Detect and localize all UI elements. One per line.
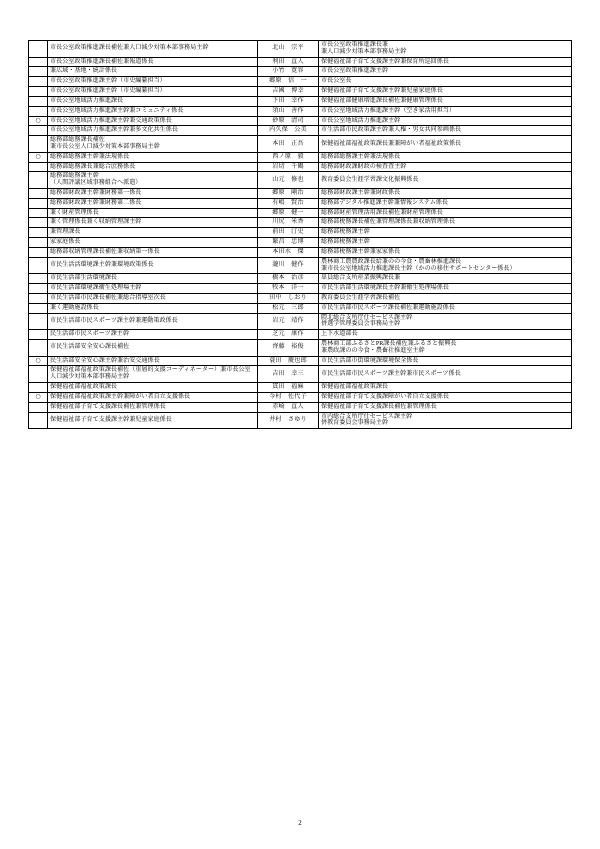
new-position-cell [319, 116, 572, 126]
row-marker [29, 57, 48, 67]
person-name-cell: 山元 修也 [258, 172, 319, 189]
person-name-cell: 北山 宗平 [258, 41, 319, 58]
text-line: 兼く管理係長兼く収納管理課主幹 [50, 219, 142, 226]
text-line: 市長公室地域活力推進課主幹兼交通政策係長 [50, 117, 172, 124]
row-marker [29, 172, 48, 189]
table-row [29, 41, 572, 58]
current-position-cell [48, 247, 258, 257]
text-line: 兼く運動施設係長 [50, 304, 99, 311]
current-position-cell [48, 96, 258, 106]
new-position-cell [319, 402, 572, 412]
current-position-cell [48, 383, 258, 393]
text-line: 市長公室政策推進課主幹（市史編纂担当） [50, 88, 166, 95]
text-line: 総務部財産管理活用課長補佐兼財産管理係長 [321, 209, 443, 216]
text-line: 兼人口減少対策本部事務局主幹 [321, 48, 407, 55]
text-line: 総務部総務課主幹兼法規係長 [50, 153, 130, 160]
table-row [29, 189, 572, 199]
current-position-cell [48, 228, 258, 238]
table-row [29, 383, 572, 393]
person-name-cell: 須山 善作 [258, 106, 319, 116]
new-position-cell [319, 274, 572, 284]
current-position-cell [48, 116, 258, 126]
text-line: 総務部総務課長兼総合庶務係長 [50, 163, 136, 170]
table-row [29, 116, 572, 126]
text-line: 市民生活部安全安心課長補佐 [50, 344, 130, 351]
table-row [29, 356, 572, 366]
page-number: 2 [298, 819, 302, 827]
person-name-cell: 西ノ原 毅 [258, 152, 319, 162]
person-name-cell: 岩切 千鶴 [258, 162, 319, 172]
table-row [29, 340, 572, 357]
text-line: 市民生活部環境課衛生処理場主幹 [50, 285, 142, 292]
table-row [29, 366, 572, 383]
new-position-cell [319, 136, 572, 153]
text-line: 市民生活部市民スポーツ課主幹兼市民スポーツ係長 [321, 370, 461, 377]
text-line: （人関評議区域事務組合へ派遣） [50, 180, 142, 187]
current-position-cell [48, 77, 258, 87]
table-row [29, 402, 572, 412]
table-row [29, 247, 572, 257]
row-marker [29, 126, 48, 136]
person-name-cell: 郷原 剛治 [258, 189, 319, 199]
row-marker [29, 208, 48, 218]
table-row [29, 274, 572, 284]
current-position-cell [48, 366, 258, 383]
new-position-cell [319, 412, 572, 429]
current-position-cell [48, 330, 258, 340]
table-row [29, 293, 572, 303]
text-line: 保健福祉部福祉政策課長補佐（重層的支援コーディネーター）兼市長公室人口減少対策本部事務局主幹 [50, 367, 251, 381]
person-name-cell: 郷原 信 一 [258, 77, 319, 87]
text-line: 総務部財政課主幹兼財政係長 [321, 190, 401, 196]
text-line: 総務部総務課主幹兼法規係長 [321, 153, 401, 160]
table-row [29, 152, 572, 162]
new-position-cell [319, 340, 572, 357]
current-position-cell [48, 162, 258, 172]
new-position-cell [319, 247, 572, 257]
text-line: 保健福祉部福祉政策課長兼兼障がい者福祉政策係長 [321, 140, 462, 147]
person-name-cell: 砂原 清司 [258, 116, 319, 126]
person-name-cell: 繁昌 忠博 [258, 238, 319, 248]
row-marker [29, 238, 48, 248]
text-line: 保健福祉部子育て支援課主幹兼児童家庭係長 [50, 416, 172, 423]
new-position-cell [319, 228, 572, 238]
row-marker [29, 257, 48, 274]
row-marker [29, 77, 48, 87]
current-position-cell [48, 136, 258, 153]
new-position-cell [319, 208, 572, 218]
new-position-cell [319, 126, 572, 136]
current-position-cell [48, 67, 258, 77]
new-position-cell [319, 106, 572, 116]
text-line: 兼広域・基地・統計係長 [50, 68, 118, 75]
row-marker [29, 136, 48, 153]
table-row [29, 172, 572, 189]
new-position-cell [319, 383, 572, 393]
row-marker: ○ [29, 392, 48, 402]
table-row [29, 257, 572, 274]
new-position-cell [319, 87, 572, 97]
person-name-cell: 吉國 博幸 [258, 87, 319, 97]
table-row [29, 136, 572, 153]
row-marker: ○ [29, 356, 48, 366]
text-line: 市長公室政策推進課主幹 [321, 68, 389, 75]
text-line: 総務部税務課主幹兼家家係長 [321, 248, 401, 255]
new-position-cell [319, 198, 572, 208]
current-position-cell [48, 126, 258, 136]
current-position-cell [48, 198, 258, 208]
current-position-cell [48, 41, 258, 58]
table-row [29, 87, 572, 97]
text-line: 保健福祉部子育て支援課主幹兼保育所巡回係長 [321, 58, 449, 65]
table-row [29, 313, 572, 330]
text-line: 保健福祉部健康増進課長補佐兼健康管理係長 [321, 97, 443, 104]
current-position-cell [48, 293, 258, 303]
table-body [29, 41, 572, 429]
text-line: 市長公室地域活力推進課主幹兼多文化共生係長 [50, 127, 178, 134]
text-line: 兼市長公室人口減少対策本部事務局主幹 [50, 143, 160, 150]
text-line: 教育委員会生涯学習課文化振興係長 [321, 176, 419, 183]
text-line: 保健福祉部子育て支援課障がい者自立支援係長 [321, 393, 449, 400]
current-position-cell [48, 356, 258, 366]
current-position-cell [48, 392, 258, 402]
person-name-cell: 小竹 寛容 [258, 67, 319, 77]
row-marker [29, 67, 48, 77]
person-name-cell: 赤崎 直人 [258, 402, 319, 412]
current-position-cell [48, 87, 258, 97]
new-position-cell [319, 303, 572, 313]
row-marker [29, 41, 48, 58]
table-row [29, 238, 572, 248]
table-row [29, 57, 572, 67]
table-row [29, 77, 572, 87]
table-row [29, 162, 572, 172]
table-row [29, 198, 572, 208]
person-name-cell: 牧本 洋一 [258, 284, 319, 294]
person-name-cell: 井村 さゆり [258, 412, 319, 429]
table-row [29, 106, 572, 116]
text-line: 総務部財政課主幹兼財務第一係長 [50, 190, 142, 196]
text-line: 市民生活部市民課長補佐兼総合指導室次長 [50, 294, 166, 301]
text-line: 兼農政課のの今食・農畜社推進室主幹 [321, 347, 425, 354]
person-name-cell: 松元 三郎 [258, 303, 319, 313]
row-marker [29, 313, 48, 330]
text-line: 市長公室政策推進課主幹（市史編纂担当） [50, 78, 166, 85]
table-row [29, 96, 572, 106]
current-position-cell [48, 257, 258, 274]
table-row [29, 126, 572, 136]
table-row [29, 67, 572, 77]
table-row [29, 392, 572, 402]
text-line: 兼管理課長 [50, 229, 81, 236]
person-name-cell: 利田 直人 [258, 57, 319, 67]
new-position-cell [319, 238, 572, 248]
table-row [29, 218, 572, 228]
new-position-cell [319, 218, 572, 228]
current-position-cell [48, 218, 258, 228]
text-line: 総務部税務課主幹 [321, 229, 370, 236]
row-marker [29, 106, 48, 116]
row-marker [29, 284, 48, 294]
table-row [29, 284, 572, 294]
table-row [29, 330, 572, 340]
current-position-cell [48, 313, 258, 330]
text-line: 市長公室長 [321, 78, 352, 85]
text-line: 保健福祉部福祉政策課長 [50, 384, 118, 391]
new-position-cell [319, 162, 572, 172]
new-position-cell [319, 293, 572, 303]
text-line: 市長公室地域活力推進課長 [50, 97, 124, 104]
text-line: 総務部財政課財政の検査査主幹 [321, 163, 407, 170]
person-name-cell: 本田 正吾 [258, 136, 319, 153]
person-name-cell: 齊藤 裕俊 [258, 340, 319, 357]
person-name-cell: 前田 汀史 [258, 228, 319, 238]
person-name-cell: 瀧川 健作 [258, 257, 319, 274]
row-marker [29, 189, 48, 199]
new-position-cell [319, 189, 572, 199]
text-line: 保健福祉部子育て支援課主幹兼児童家庭係長 [321, 88, 443, 95]
person-name-cell: 内久保 公美 [258, 126, 319, 136]
text-line: 保健福祉部子育て支援課長補佐兼管理係長 [50, 403, 166, 410]
new-position-cell [319, 257, 572, 274]
new-position-cell [319, 392, 572, 402]
text-line: 総務部税務課主幹 [321, 239, 370, 246]
text-line: 単員総合支所産業振興課長兼 [321, 275, 401, 282]
current-position-cell [48, 189, 258, 199]
row-marker [29, 162, 48, 172]
text-line: 総務部総務課長補佐 [50, 137, 105, 144]
text-line: 兼く財産管理係長 [50, 209, 99, 216]
current-position-cell [48, 412, 258, 429]
current-position-cell [48, 274, 258, 284]
row-marker [29, 228, 48, 238]
row-marker [29, 330, 48, 340]
text-line: 市民生活部市民スポーツ課長補佐兼運動施設係長 [321, 304, 455, 311]
text-line: 家家庭係長 [50, 239, 81, 246]
person-name-cell: 今村 佐代子 [258, 392, 319, 402]
new-position-cell [319, 172, 572, 189]
new-position-cell [319, 57, 572, 67]
text-line: 保健福祉部福祉政策課長 [321, 384, 389, 391]
table-row [29, 228, 572, 238]
current-position-cell [48, 152, 258, 162]
table-row [29, 303, 572, 313]
person-name-cell: 川尻 米香 [258, 218, 319, 228]
row-marker [29, 303, 48, 313]
row-marker: ○ [29, 116, 48, 126]
person-name-cell: 有嶋 賢治 [258, 198, 319, 208]
row-marker [29, 412, 48, 429]
text-line: 市長公室地域活力推進課主幹 [321, 117, 401, 124]
current-position-cell [48, 238, 258, 248]
person-name-cell: 下田 幸作 [258, 96, 319, 106]
row-marker [29, 198, 48, 208]
current-position-cell [48, 402, 258, 412]
personnel-roster-table [28, 40, 572, 429]
text-line: 総務部税務課長補佐兼管理課係長兼収納管理係長 [321, 219, 456, 226]
new-position-cell [319, 284, 572, 294]
new-position-cell [319, 77, 572, 87]
row-marker [29, 366, 48, 383]
text-line: 総務部収納管理課長補佐兼収納第一係長 [50, 248, 160, 255]
row-marker [29, 402, 48, 412]
row-marker [29, 293, 48, 303]
person-name-cell: 吉田 幸三 [258, 366, 319, 383]
row-marker [29, 340, 48, 357]
new-position-cell [319, 152, 572, 162]
text-line: 市民生活活環境課主幹兼環境政策係長 [50, 262, 154, 269]
text-line: 市生活部市民政策課主幹兼人権・男女共同参画係長 [321, 127, 462, 134]
person-name-cell: 芝元 康作 [258, 330, 319, 340]
text-line: 市民生活部市民スポーツ課主幹兼運動策政係長 [50, 317, 178, 324]
new-position-cell [319, 41, 572, 58]
person-name-cell: 貫田 福麻 [258, 383, 319, 393]
row-marker [29, 247, 48, 257]
current-position-cell [48, 172, 258, 189]
text-line: 隈北総合支所庁仕セービス課主幹 [321, 314, 413, 321]
table-row [29, 208, 572, 218]
text-line: 上下水道部長 [321, 331, 358, 338]
new-position-cell [319, 313, 572, 330]
current-position-cell [48, 340, 258, 357]
text-line: 総務部財政課主幹兼財務第二係長 [50, 199, 142, 206]
text-line: 市民生活部生活環境課長 [50, 275, 118, 282]
text-line: 兼市長公室地域活力推進課長主幹（かのの移住サポートセンター係長） [321, 265, 516, 272]
text-line: 市長公室地域活力推進課主幹兼コミュニティ係長 [50, 107, 184, 114]
text-line: 市長公室地域活力推進課主幹（空き家活用担当） [321, 107, 456, 114]
current-position-cell [48, 284, 258, 294]
text-line: 教育委員会生涯学習課長補佐 [321, 294, 401, 301]
text-line: 総務部デジタル推進課主幹兼情報システム係長 [321, 199, 448, 206]
new-position-cell [319, 330, 572, 340]
text-line: 市民生活部生活環境課長主幹兼衛生処理場係長 [321, 285, 449, 292]
new-position-cell [319, 67, 572, 77]
text-line: 市民生活部市街環境課環境保全係長 [321, 357, 419, 364]
text-line: 市内総合支所庁仕セービス課主幹 [321, 413, 413, 420]
new-position-cell [319, 366, 572, 383]
current-position-cell [48, 57, 258, 67]
text-line: 併教育委員会事務局主幹 [321, 420, 389, 427]
text-line: 保健福祉部福祉政策課主幹兼障がい者自立支援係長 [50, 393, 191, 400]
text-line: 市長公室政策推進課長兼 [321, 42, 389, 48]
row-marker [29, 218, 48, 228]
person-name-cell: 橋本 治彦 [258, 274, 319, 284]
new-position-cell [319, 356, 572, 366]
person-name-cell: 郷原 健一 [258, 208, 319, 218]
new-position-cell [319, 96, 572, 106]
text-line: 民生活部市民スポーツ課主幹 [50, 331, 129, 338]
table-row [29, 412, 572, 429]
current-position-cell [48, 208, 258, 218]
row-marker: ○ [29, 152, 48, 162]
text-line: 併選学管理委員会事務局主幹 [321, 321, 401, 328]
person-name-cell: 本田水 傑 [258, 247, 319, 257]
current-position-cell [48, 303, 258, 313]
current-position-cell [48, 106, 258, 116]
text-line: 保健福祉部子育て支援課長補佐兼管理係長 [321, 403, 437, 410]
person-name-cell: 田中 しおり [258, 293, 319, 303]
row-marker [29, 96, 48, 106]
text-line: 市長公室政策推進課長補佐兼人口減少対策本部事務局主幹 [50, 45, 209, 52]
row-marker [29, 274, 48, 284]
person-name-cell: 蓑田 慶也郎 [258, 356, 319, 366]
text-line: 農林商工部ふるさとPR課長補佐兼ふるさと振興長 [321, 341, 457, 347]
text-line: 民生活部安全安心課主幹兼治安交通係長 [50, 357, 160, 364]
text-line: 農林商工農農政課長給兼のの今食・農畜林推進課長 [321, 258, 462, 265]
row-marker [29, 383, 48, 393]
text-line: 総務部総務課主幹 [50, 173, 99, 180]
row-marker [29, 87, 48, 97]
text-line: 市長公室政策推進課長補佐兼報道係長 [50, 58, 154, 65]
person-name-cell: 岩元 靖作 [258, 313, 319, 330]
